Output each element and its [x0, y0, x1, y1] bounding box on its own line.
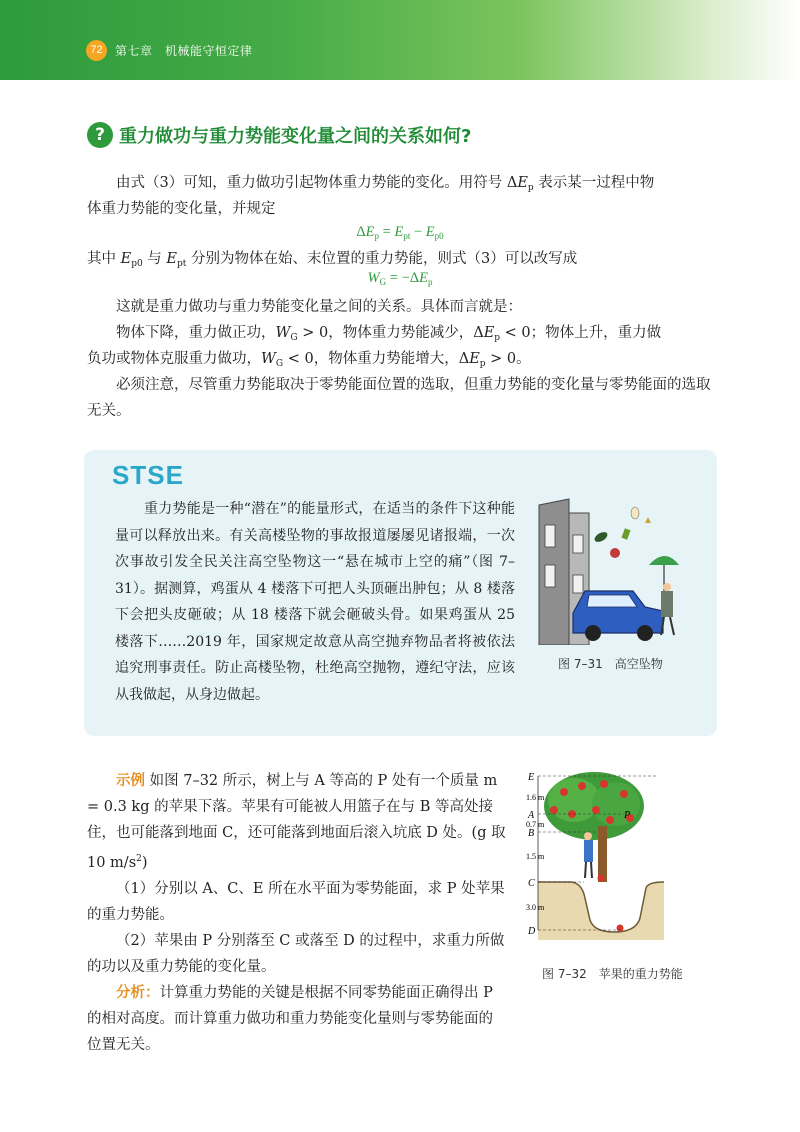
analysis-label: 分析：: [116, 985, 160, 1001]
label-D: D: [528, 926, 536, 937]
section-title: 重力做功与重力势能变化量之间的关系如何?: [119, 126, 472, 147]
label-E: E: [528, 772, 535, 783]
stse-text: 重力势能是一种“潜在”的能量形式，在适当的条件下这种能量可以释放出来。有关高楼坠物的事故报道屡屡见诸报端，一次次事故引发全民关注高空坠物这一“悬在城市上空的痛”（图 7–31）。据测算，鸡蛋从 4 楼落下可把人头顶砸出肿包；从 8 楼落下会把头皮砸破；从 18 楼落下就会砸破头骨。如果鸡蛋从 25 楼落下……2019 年，国家规定故意从高空抛弃物品者将被依法追究刑事责任。防止高楼坠物，杜绝高空抛物，遵纪守法，应该从我做起，从身边做起。: [115, 501, 515, 703]
paragraph-intro: 由式（3）可知，重力做功引起物体重力势能的变化。用符号 $\Delta E_p$ 表示某一过程中物: [116, 175, 655, 193]
label-P: P: [624, 810, 631, 821]
figure-7-32-caption: 图 7–32 苹果的重力势能: [542, 967, 683, 981]
paragraph-relation: 这就是重力做功与重力势能变化量之间的关系。具体而言就是：: [116, 299, 522, 315]
section-heading: [87, 120, 471, 150]
apple-tree-figure: [524, 770, 664, 940]
example-block: [87, 768, 507, 1058]
paragraph-note: 必须注意，尽管重力势能取决于零势能面位置的选取，但重力势能的变化量与零势能面的选取无关。: [87, 377, 711, 419]
chapter-header-band: [0, 0, 800, 80]
falling-objects-illustration: [537, 495, 679, 645]
label-1-5m: 1.5 m: [526, 852, 545, 861]
example-label: 示例: [116, 773, 145, 789]
paragraph-definitions: 其中 $E_{p0}$ 与 $E_{pt}$ 分别为物体在始、末位置的重力势能，则式（3）可以改写成: [87, 251, 578, 269]
label-1-6m: 1.6 m: [526, 793, 545, 802]
example-part-2: （2）苹果由 P 分别落至 C 或落至 D 的过程中，求重力所做的功以及重力势能的变化量。: [87, 933, 505, 975]
example-question: 示例 如图 7–32 所示，树上与 A 等高的 P 处有一个质量 m = 0.3 kg 的苹果下落。苹果有可能被人用篮子在与 B 等高处接住，也可能落到地面 C，还可能落到地面后滚入坑底 D 处。(g 取 10 $m/s^2$): [87, 773, 506, 871]
example-analysis: 分析：计算重力势能的关键是根据不同零势能面正确得出 P 的相对高度。而计算重力做功和重力势能变化量则与零势能面的位置无关。: [87, 985, 493, 1053]
stse-box: [84, 450, 717, 736]
chapter-title: 第七章 机械能守恒定律: [115, 44, 253, 58]
paragraph-intro-cont: 体重力势能的变化量，并规定: [87, 201, 276, 217]
example-part-1: （1）分别以 A、C、E 所在水平面为零势能面，求 P 处苹果的重力势能。: [87, 881, 505, 923]
equation-delta-ep: $\Delta E_p = E_{pt} - E_{p0}$: [356, 224, 444, 241]
label-3-0m: 3.0 m: [526, 903, 545, 912]
figure-7-31-caption: 图 7–31 高空坠物: [558, 657, 663, 671]
paragraph-cases-cont: 负功或物体克服重力做功，$W_G < 0$，物体重力势能增大，$\Delta E_p > 0$。: [87, 351, 531, 369]
question-icon: ?: [87, 122, 113, 148]
label-B: B: [528, 828, 535, 839]
equation-wg: $W_G = -\Delta E_p$: [367, 270, 433, 287]
label-C: C: [528, 878, 535, 889]
label-A: A: [528, 810, 535, 821]
paragraph-cases: 物体下降，重力做正功，$W_G > 0$，物体重力势能减少，$\Delta E_p < 0$；物体上升，重力做: [116, 325, 662, 343]
stse-title: STSE: [112, 460, 184, 490]
page-number: 72: [86, 40, 107, 61]
label-0-7m: 0.7 m: [526, 820, 545, 829]
